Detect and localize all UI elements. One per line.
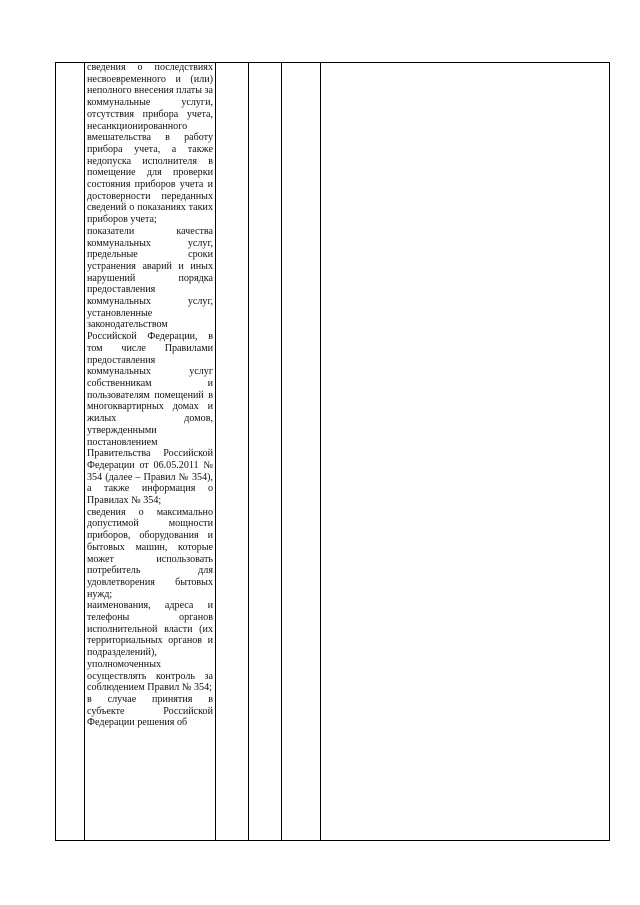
empty-cell <box>216 63 249 841</box>
paragraph-max-power: сведения о максимально допустимой мощности приборов, оборудования и бытовых машин, которые может использовать потребитель для удовлетворения бытовых нужд; <box>87 506 213 600</box>
paragraph-consequences: сведения о последствиях несвоевременного и (или) неполного внесения платы за коммунальные услуги, отсутствия прибора учета, несанкционированного вмешательства в работу прибора учета, а также недопуска исполнителя в помещение для проверки состояния приборов учета и достоверности переданных сведений о показаниях таких приборов учета; <box>87 62 213 226</box>
paragraph-authorities: наименования, адреса и телефоны органов исполнительной власти (их территориальных органов и подразделений), уполномоченных осуществлять контроль за соблюдением Правил № 354; <box>87 600 213 694</box>
empty-cell <box>282 63 321 841</box>
empty-cell <box>249 63 282 841</box>
description-text <box>85 62 215 729</box>
table-row <box>56 63 610 841</box>
description-cell <box>85 63 216 841</box>
number-cell <box>56 63 85 841</box>
paragraph-region-decision: в случае принятия в субъекте Российской Федерации решения об <box>87 693 213 729</box>
paragraph-quality-indicators: показатели качества коммунальных услуг, предельные сроки устранения аварий и иных нарушений порядка предоставления коммунальных услуг, установленные законодательством Российской Федерации, в том числе Правилами предоставления коммунальных услуг собственникам и пользователям помещений в многоквартирных домах и жилых домов, утвержденными постановлением Правительства Российской Федерации от 06.05.2011 № 354 (далее – Правил № 354), а также информация о Правилах № 354; <box>87 225 213 507</box>
empty-cell <box>321 63 610 841</box>
requirements-table <box>55 62 610 841</box>
